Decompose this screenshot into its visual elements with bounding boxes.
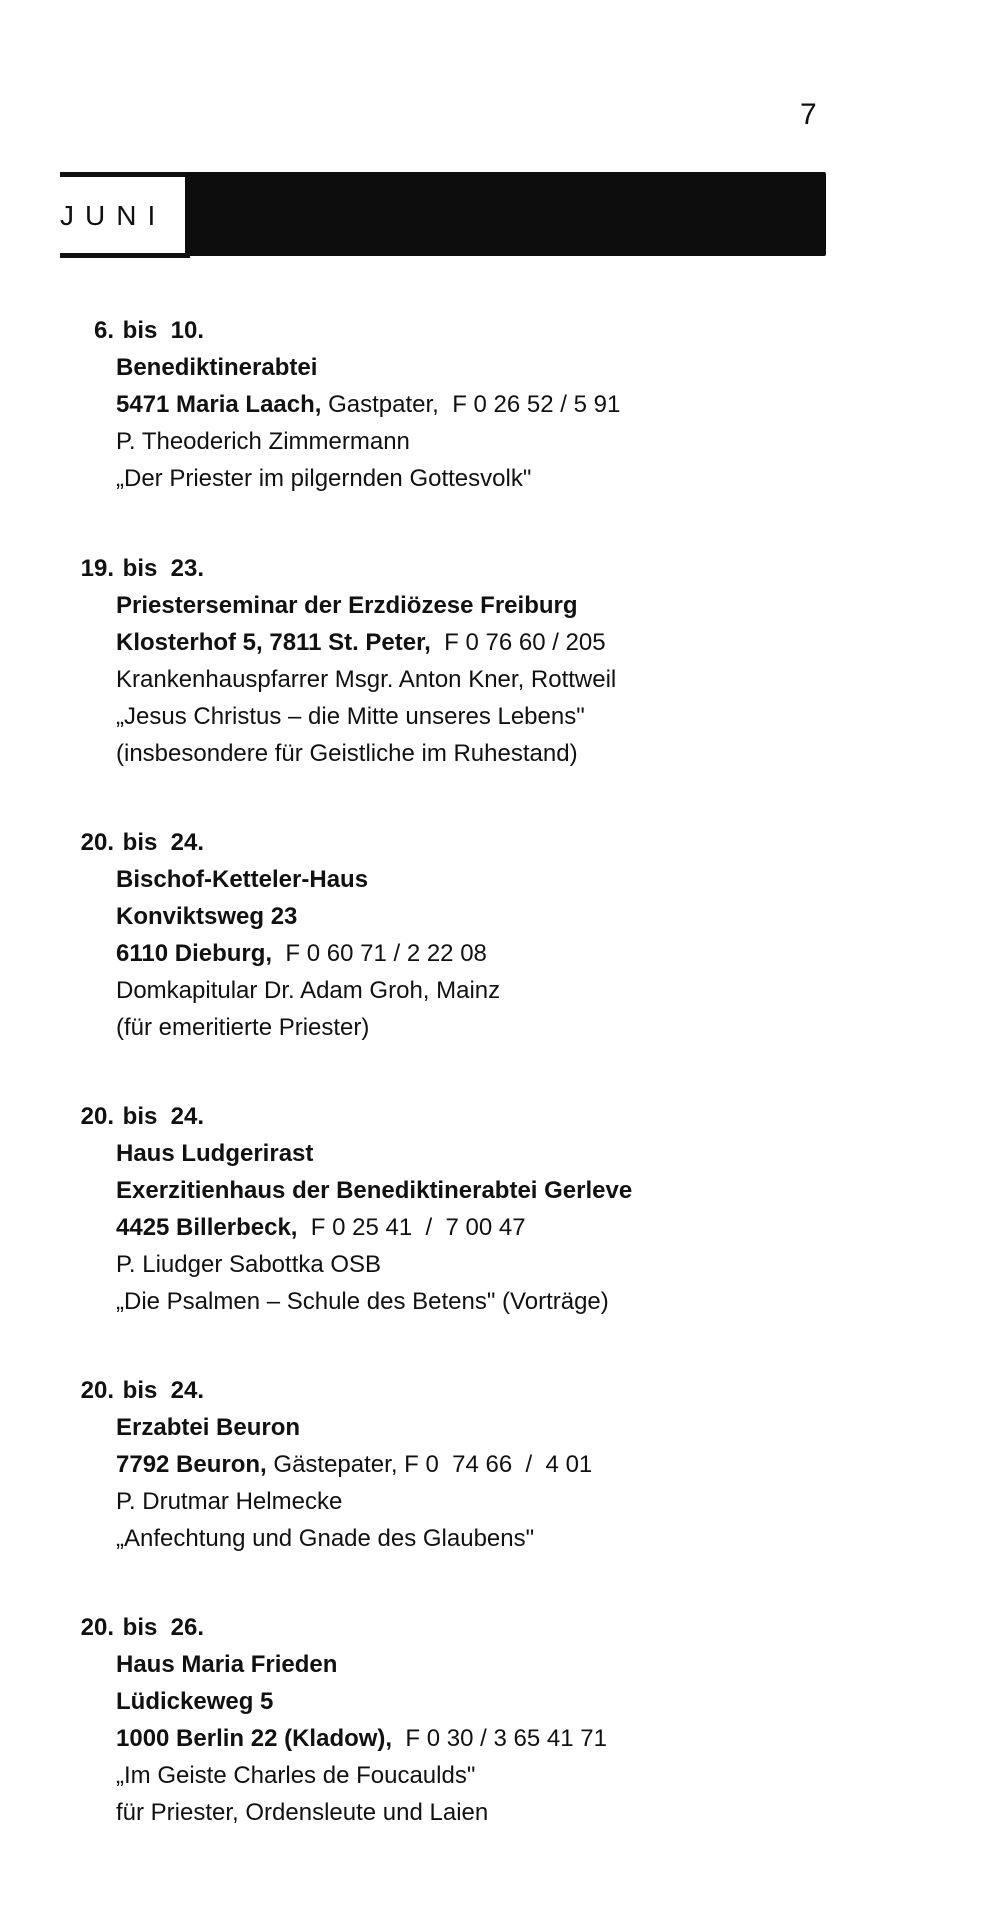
event-detail-line (56, 1520, 956, 1557)
event-detail-line (56, 1757, 956, 1794)
event-detail-text: für Priester, Ordensleute und Laien (116, 1799, 489, 1826)
event-detail-text: P. Drutmar Helmecke (116, 1488, 343, 1515)
event-date (56, 1372, 956, 1409)
page-number: 7 (800, 98, 817, 131)
event-end-day: bis 24. (122, 1377, 205, 1404)
event-start-day: 6. (93, 317, 114, 344)
event-detail-line (56, 698, 956, 735)
event-start-day: 19. (80, 555, 114, 582)
event-detail-bold: Erzabtei Beuron (116, 1414, 301, 1441)
event-detail-line (56, 1446, 956, 1483)
event-entry (56, 1372, 956, 1557)
event-end-day: bis 10. (122, 317, 205, 344)
event-detail-line (56, 1209, 956, 1246)
event-detail-bold: Haus Ludgerirast (116, 1140, 314, 1167)
event-detail-bold: Lüdickeweg 5 (116, 1688, 274, 1715)
header-rule-top (60, 172, 190, 177)
month-header (60, 172, 826, 258)
event-entry (56, 1609, 956, 1831)
event-detail-line (56, 624, 956, 661)
header-rule-bottom (60, 253, 190, 258)
event-detail-line (56, 587, 956, 624)
event-detail-line (56, 972, 956, 1009)
event-entry (56, 312, 956, 497)
event-start-day: 20. (80, 829, 114, 856)
event-start-day: 20. (80, 1377, 114, 1404)
event-detail-line (56, 735, 956, 772)
event-detail-text: Krankenhauspfarrer Msgr. Anton Kner, Rottweil (116, 666, 617, 693)
event-end-day: bis 24. (122, 1103, 205, 1130)
event-detail-line (56, 861, 956, 898)
event-date (56, 1609, 956, 1646)
event-detail-text: (insbesondere für Geistliche im Ruhestand) (116, 740, 578, 767)
event-entry (56, 550, 956, 772)
event-detail-text: Gastpater, F 0 26 52 / 5 91 (321, 391, 621, 418)
event-detail-text: (für emeritierte Priester) (116, 1014, 370, 1041)
event-detail-text: P. Theoderich Zimmermann (116, 428, 410, 455)
event-detail-line (56, 460, 956, 497)
event-detail-bold: Klosterhof 5, 7811 St. Peter, (116, 629, 431, 656)
event-detail-text: „Der Priester im pilgernden Gottesvolk" (116, 465, 532, 492)
event-detail-text: F 0 30 / 3 65 41 71 (392, 1725, 607, 1752)
header-black-bar (185, 172, 826, 256)
event-detail-text: P. Liudger Sabottka OSB (116, 1251, 382, 1278)
event-detail-line (56, 423, 956, 460)
event-detail-text: „Jesus Christus – die Mitte unseres Lebens" (116, 703, 585, 730)
event-detail-line (56, 898, 956, 935)
event-detail-text: „Anfechtung und Gnade des Glaubens" (116, 1525, 535, 1552)
event-detail-line (56, 1483, 956, 1520)
event-detail-line (56, 935, 956, 972)
event-date (56, 1098, 956, 1135)
event-start-day: 20. (80, 1103, 114, 1130)
event-detail-text: Domkapitular Dr. Adam Groh, Mainz (116, 977, 501, 1004)
event-detail-bold: Priesterseminar der Erzdiözese Freiburg (116, 592, 578, 619)
event-detail-line (56, 349, 956, 386)
event-detail-line (56, 1409, 956, 1446)
event-detail-text: Gästepater, F 0 74 66 / 4 01 (266, 1451, 593, 1478)
event-detail-text: F 0 60 71 / 2 22 08 (272, 940, 487, 967)
month-label: JUNI (60, 200, 167, 231)
event-detail-bold: Benediktinerabtei (116, 354, 318, 381)
event-detail-line (56, 1646, 956, 1683)
event-end-day: bis 23. (122, 555, 205, 582)
event-detail-line (56, 1009, 956, 1046)
event-detail-line (56, 1172, 956, 1209)
event-detail-bold: Konviktsweg 23 (116, 903, 298, 930)
event-detail-line (56, 661, 956, 698)
event-detail-bold: 5471 Maria Laach, (116, 391, 322, 418)
event-detail-line (56, 1135, 956, 1172)
event-entry (56, 1098, 956, 1320)
event-detail-line (56, 1283, 956, 1320)
event-detail-bold: Bischof-Ketteler-Haus (116, 866, 369, 893)
event-date (56, 824, 956, 861)
event-list (56, 312, 956, 1883)
event-detail-text: „Die Psalmen – Schule des Betens" (Vorträge) (116, 1288, 609, 1315)
event-end-day: bis 26. (122, 1614, 205, 1641)
event-date (56, 312, 956, 349)
event-detail-line (56, 1246, 956, 1283)
event-detail-line (56, 1794, 956, 1831)
event-entry (56, 824, 956, 1046)
event-detail-line (56, 1683, 956, 1720)
event-detail-text: F 0 76 60 / 205 (430, 629, 606, 656)
event-detail-bold: Exerzitienhaus der Benediktinerabtei Gerleve (116, 1177, 633, 1204)
event-start-day: 20. (80, 1614, 114, 1641)
event-detail-text: „Im Geiste Charles de Foucaulds" (116, 1762, 476, 1789)
event-detail-text: F 0 25 41 / 7 00 47 (297, 1214, 526, 1241)
event-detail-bold: Haus Maria Frieden (116, 1651, 338, 1678)
event-detail-bold: 7792 Beuron, (116, 1451, 267, 1478)
event-detail-line (56, 386, 956, 423)
event-date (56, 550, 956, 587)
event-detail-bold: 4425 Billerbeck, (116, 1214, 298, 1241)
event-end-day: bis 24. (122, 829, 205, 856)
event-detail-bold: 1000 Berlin 22 (Kladow), (116, 1725, 393, 1752)
event-detail-bold: 6110 Dieburg, (116, 940, 273, 967)
event-detail-line (56, 1720, 956, 1757)
